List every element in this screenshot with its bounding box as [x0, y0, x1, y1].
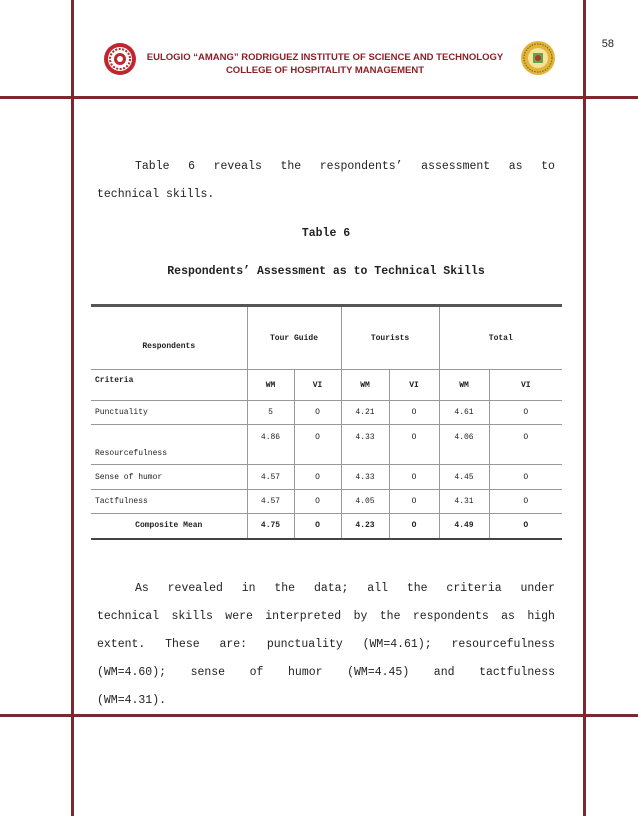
criteria-header: Criteria: [91, 370, 247, 401]
criterion-label: Resourcefulness: [91, 425, 247, 465]
respondents-header: Respondents: [91, 306, 247, 370]
table-cell: O: [294, 401, 341, 425]
word: criteria: [446, 582, 502, 595]
word: (WM=4.60);: [97, 666, 167, 679]
sub-header: WM: [341, 370, 389, 401]
sub-header: VI: [294, 370, 341, 401]
criterion-label: Punctuality: [91, 401, 247, 425]
word: tactfulness: [479, 666, 555, 679]
word: 6: [188, 160, 195, 173]
word: high: [527, 610, 555, 623]
discussion-line-4: [97, 659, 555, 687]
table-cell: O: [389, 490, 439, 514]
table-cell: 4.05: [341, 490, 389, 514]
table-cell: 4.61: [439, 401, 489, 425]
word: respondents’: [319, 160, 403, 173]
table-cell: 4.45: [439, 465, 489, 490]
word: Table: [135, 160, 170, 173]
word: punctuality: [266, 638, 343, 651]
header-rule: [0, 96, 638, 99]
word: the: [274, 582, 296, 595]
table-title: Respondents’ Assessment as to Technical Skills: [167, 265, 485, 278]
discussion-paragraph: [97, 575, 555, 715]
word: are:: [219, 638, 248, 651]
table-cell: 4.57: [247, 490, 294, 514]
word: humor: [288, 666, 323, 679]
table-row: [91, 465, 562, 490]
word: as: [508, 160, 523, 173]
group-header: Tour Guide: [247, 306, 341, 370]
table-subheader-row: [91, 370, 562, 401]
word: under: [520, 582, 555, 595]
table-cell: 4.75: [247, 514, 294, 539]
word: (WM=4.61);: [362, 638, 432, 651]
group-header: Total: [439, 306, 562, 370]
word: sense: [190, 666, 226, 679]
table-cell: 4.57: [247, 465, 294, 490]
sub-header: VI: [489, 370, 562, 401]
discussion-line-2: [97, 603, 555, 631]
table-label: Table 6: [301, 227, 351, 240]
table-cell: O: [389, 465, 439, 490]
word: of: [249, 666, 264, 679]
table-cell: O: [489, 514, 562, 539]
word: skills: [171, 610, 213, 623]
intro-line-1: [97, 153, 555, 181]
word: to: [541, 160, 555, 173]
table-cell: 4.33: [341, 425, 389, 465]
sub-header: WM: [439, 370, 489, 401]
margin-rule-right: [583, 0, 586, 816]
word: assessment: [421, 160, 491, 173]
table-cell: 5: [247, 401, 294, 425]
college-name: COLLEGE OF HOSPITALITY MANAGEMENT: [225, 65, 425, 76]
word: the: [379, 610, 401, 623]
table-header-row: [91, 306, 562, 370]
table-cell: 4.21: [341, 401, 389, 425]
word: by: [353, 610, 368, 623]
table-row: [91, 401, 562, 425]
discussion-line-3: [97, 631, 555, 659]
table-cell: O: [489, 490, 562, 514]
word: were: [225, 610, 253, 623]
criterion-label: Tactfulness: [91, 490, 247, 514]
table-cell: 4.86: [247, 425, 294, 465]
table-cell: 4.31: [439, 490, 489, 514]
composite-label: Composite Mean: [91, 514, 247, 539]
group-header: Tourists: [341, 306, 439, 370]
sub-header: WM: [247, 370, 294, 401]
table-cell: O: [294, 490, 341, 514]
word: data;: [313, 582, 349, 595]
word: reveals: [213, 160, 262, 173]
discussion-line-1: [97, 575, 555, 603]
word: the: [406, 582, 428, 595]
table-cell: 4.49: [439, 514, 489, 539]
word: in: [241, 582, 256, 595]
word: interpreted: [265, 610, 342, 623]
word: as: [501, 610, 515, 623]
table-cell: O: [294, 514, 341, 539]
word: extent.: [97, 638, 146, 651]
assessment-table: [91, 304, 562, 540]
word: technical: [97, 610, 160, 623]
word: As: [135, 582, 149, 595]
sub-header: VI: [389, 370, 439, 401]
page-number: 58: [601, 38, 614, 50]
word: all: [367, 582, 389, 595]
word: respondents: [412, 610, 489, 623]
table-row: [91, 425, 562, 465]
table-cell: 4.06: [439, 425, 489, 465]
table-cell: 4.33: [341, 465, 389, 490]
word: the: [280, 160, 302, 173]
table-cell: O: [389, 401, 439, 425]
table-cell: O: [294, 425, 341, 465]
discussion-line-5: (WM=4.31).: [97, 694, 167, 707]
word: and: [433, 666, 455, 679]
intro-line-2: technical skills.: [97, 188, 215, 201]
composite-row: [91, 514, 562, 539]
table-row: [91, 490, 562, 514]
table-cell: O: [294, 465, 341, 490]
word: resourcefulness: [451, 638, 555, 651]
institution-name: EULOGIO “AMANG” RODRIGUEZ INSTITUTE OF SCIENCE AND TECHNOLOGY: [146, 52, 504, 63]
table-cell: O: [389, 514, 439, 539]
word: revealed: [167, 582, 223, 595]
criterion-label: Sense of humor: [91, 465, 247, 490]
table-cell: 4.23: [341, 514, 389, 539]
table-cell: O: [489, 465, 562, 490]
intro-paragraph: [97, 153, 555, 209]
word: (WM=4.45): [347, 666, 410, 679]
table-cell: O: [489, 425, 562, 465]
table-cell: O: [489, 401, 562, 425]
table-cell: O: [389, 425, 439, 465]
margin-rule-left: [71, 0, 74, 816]
word: These: [165, 638, 200, 651]
